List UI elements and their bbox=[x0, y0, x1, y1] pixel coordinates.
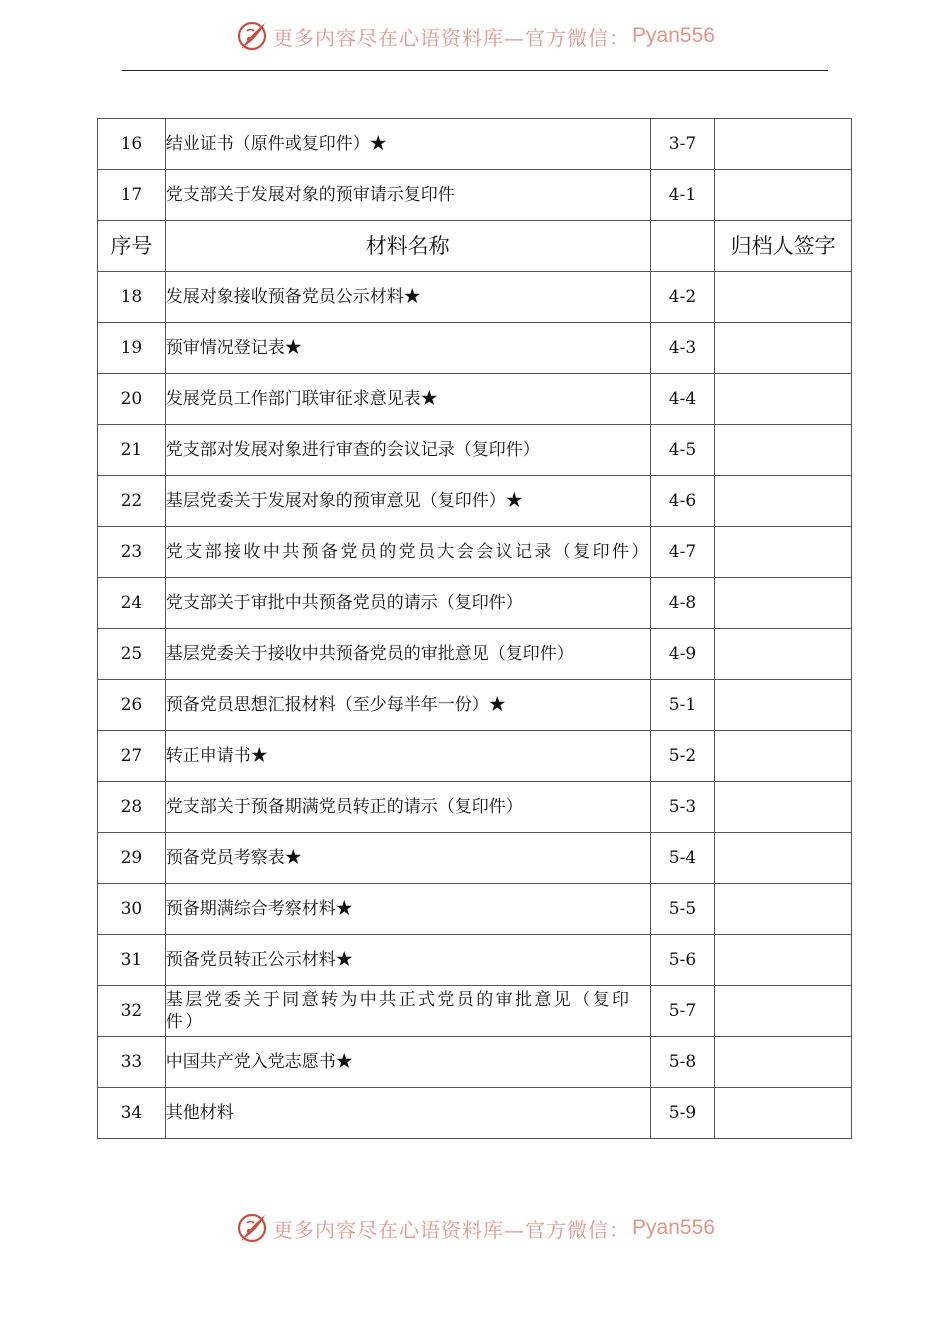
material-code: 5-3 bbox=[650, 782, 715, 833]
row-number: 26 bbox=[98, 680, 166, 731]
material-name: 基层党委关于同意转为中共正式党员的审批意见（复印件） bbox=[165, 986, 650, 1037]
table-row bbox=[98, 170, 852, 221]
table-header-row bbox=[98, 221, 852, 272]
material-name: 发展党员工作部门联审征求意见表★ bbox=[165, 374, 650, 425]
archivist-signature-cell bbox=[715, 782, 852, 833]
table-row bbox=[98, 374, 852, 425]
watermark-header bbox=[0, 16, 950, 56]
quill-logo-icon bbox=[235, 19, 269, 53]
material-name: 预备党员转正公示材料★ bbox=[165, 935, 650, 986]
material-code: 5-4 bbox=[650, 833, 715, 884]
archivist-signature-cell bbox=[715, 323, 852, 374]
archivist-signature-cell bbox=[715, 374, 852, 425]
watermark-handle: Pyan556 bbox=[632, 24, 715, 47]
watermark-footer bbox=[0, 1208, 950, 1248]
material-code: 5-8 bbox=[650, 1037, 715, 1088]
material-code: 4-8 bbox=[650, 578, 715, 629]
row-number: 28 bbox=[98, 782, 166, 833]
archivist-signature-cell bbox=[715, 527, 852, 578]
table-row bbox=[98, 119, 852, 170]
header-serial-number: 序号 bbox=[98, 221, 166, 272]
material-code: 4-6 bbox=[650, 476, 715, 527]
table-row bbox=[98, 527, 852, 578]
row-number: 33 bbox=[98, 1037, 166, 1088]
material-code: 4-3 bbox=[650, 323, 715, 374]
table-row bbox=[98, 323, 852, 374]
header-divider bbox=[122, 70, 828, 71]
material-name: 发展对象接收预备党员公示材料★ bbox=[165, 272, 650, 323]
table-row bbox=[98, 629, 852, 680]
material-code: 4-5 bbox=[650, 425, 715, 476]
archivist-signature-cell bbox=[715, 1037, 852, 1088]
archivist-signature-cell bbox=[715, 884, 852, 935]
material-name: 转正申请书★ bbox=[165, 731, 650, 782]
archivist-signature-cell bbox=[715, 272, 852, 323]
quill-logo-icon bbox=[235, 1211, 269, 1245]
archivist-signature-cell bbox=[715, 476, 852, 527]
material-code: 4-7 bbox=[650, 527, 715, 578]
row-number: 32 bbox=[98, 986, 166, 1037]
material-code: 5-1 bbox=[650, 680, 715, 731]
table-row bbox=[98, 833, 852, 884]
material-name: 基层党委关于发展对象的预审意见（复印件）★ bbox=[165, 476, 650, 527]
material-code: 5-9 bbox=[650, 1088, 715, 1139]
row-number: 30 bbox=[98, 884, 166, 935]
archive-materials-table bbox=[97, 118, 852, 1139]
table-row bbox=[98, 425, 852, 476]
row-number: 29 bbox=[98, 833, 166, 884]
header-archivist-signature: 归档人签字 bbox=[715, 221, 852, 272]
row-number: 19 bbox=[98, 323, 166, 374]
material-name: 预备党员考察表★ bbox=[165, 833, 650, 884]
material-code: 5-2 bbox=[650, 731, 715, 782]
material-code: 5-6 bbox=[650, 935, 715, 986]
table-row bbox=[98, 1088, 852, 1139]
material-code: 4-9 bbox=[650, 629, 715, 680]
archivist-signature-cell bbox=[715, 578, 852, 629]
header-material-name: 材料名称 bbox=[165, 221, 650, 272]
table-row bbox=[98, 578, 852, 629]
archivist-signature-cell bbox=[715, 986, 852, 1037]
material-code: 4-1 bbox=[650, 170, 715, 221]
row-number: 34 bbox=[98, 1088, 166, 1139]
material-name: 预备党员思想汇报材料（至少每半年一份）★ bbox=[165, 680, 650, 731]
table-row bbox=[98, 272, 852, 323]
archivist-signature-cell bbox=[715, 425, 852, 476]
table-row bbox=[98, 1037, 852, 1088]
material-code: 5-7 bbox=[650, 986, 715, 1037]
archivist-signature-cell bbox=[715, 119, 852, 170]
row-number: 23 bbox=[98, 527, 166, 578]
material-code: 3-7 bbox=[650, 119, 715, 170]
row-number: 21 bbox=[98, 425, 166, 476]
archivist-signature-cell bbox=[715, 629, 852, 680]
archivist-signature-cell bbox=[715, 935, 852, 986]
material-name: 预备期满综合考察材料★ bbox=[165, 884, 650, 935]
material-name: 党支部关于预备期满党员转正的请示（复印件） bbox=[165, 782, 650, 833]
archivist-signature-cell bbox=[715, 1088, 852, 1139]
material-code: 5-5 bbox=[650, 884, 715, 935]
watermark-text: 更多内容尽在心语资料库—官方微信： bbox=[273, 25, 631, 50]
row-number: 27 bbox=[98, 731, 166, 782]
row-number: 25 bbox=[98, 629, 166, 680]
material-name: 党支部接收中共预备党员的党员大会会议记录（复印件） bbox=[165, 527, 650, 578]
row-number: 24 bbox=[98, 578, 166, 629]
material-name: 党支部对发展对象进行审查的会议记录（复印件） bbox=[165, 425, 650, 476]
material-code: 4-2 bbox=[650, 272, 715, 323]
table-row bbox=[98, 986, 852, 1037]
row-number: 16 bbox=[98, 119, 166, 170]
table-row bbox=[98, 884, 852, 935]
archivist-signature-cell bbox=[715, 170, 852, 221]
archivist-signature-cell bbox=[715, 833, 852, 884]
table-row bbox=[98, 680, 852, 731]
row-number: 22 bbox=[98, 476, 166, 527]
table-row bbox=[98, 476, 852, 527]
row-number: 20 bbox=[98, 374, 166, 425]
material-name: 基层党委关于接收中共预备党员的审批意见（复印件） bbox=[165, 629, 650, 680]
watermark-handle: Pyan556 bbox=[632, 1216, 715, 1239]
material-name: 其他材料 bbox=[165, 1088, 650, 1139]
header-code bbox=[650, 221, 715, 272]
material-name: 结业证书（原件或复印件）★ bbox=[165, 119, 650, 170]
archivist-signature-cell bbox=[715, 731, 852, 782]
watermark-text: 更多内容尽在心语资料库—官方微信： bbox=[273, 1217, 631, 1242]
row-number: 17 bbox=[98, 170, 166, 221]
table-row bbox=[98, 731, 852, 782]
material-name: 党支部关于审批中共预备党员的请示（复印件） bbox=[165, 578, 650, 629]
material-name: 党支部关于发展对象的预审请示复印件 bbox=[165, 170, 650, 221]
table-row bbox=[98, 935, 852, 986]
row-number: 18 bbox=[98, 272, 166, 323]
row-number: 31 bbox=[98, 935, 166, 986]
archivist-signature-cell bbox=[715, 680, 852, 731]
material-code: 4-4 bbox=[650, 374, 715, 425]
material-name: 预审情况登记表★ bbox=[165, 323, 650, 374]
table-row bbox=[98, 782, 852, 833]
material-name: 中国共产党入党志愿书★ bbox=[165, 1037, 650, 1088]
